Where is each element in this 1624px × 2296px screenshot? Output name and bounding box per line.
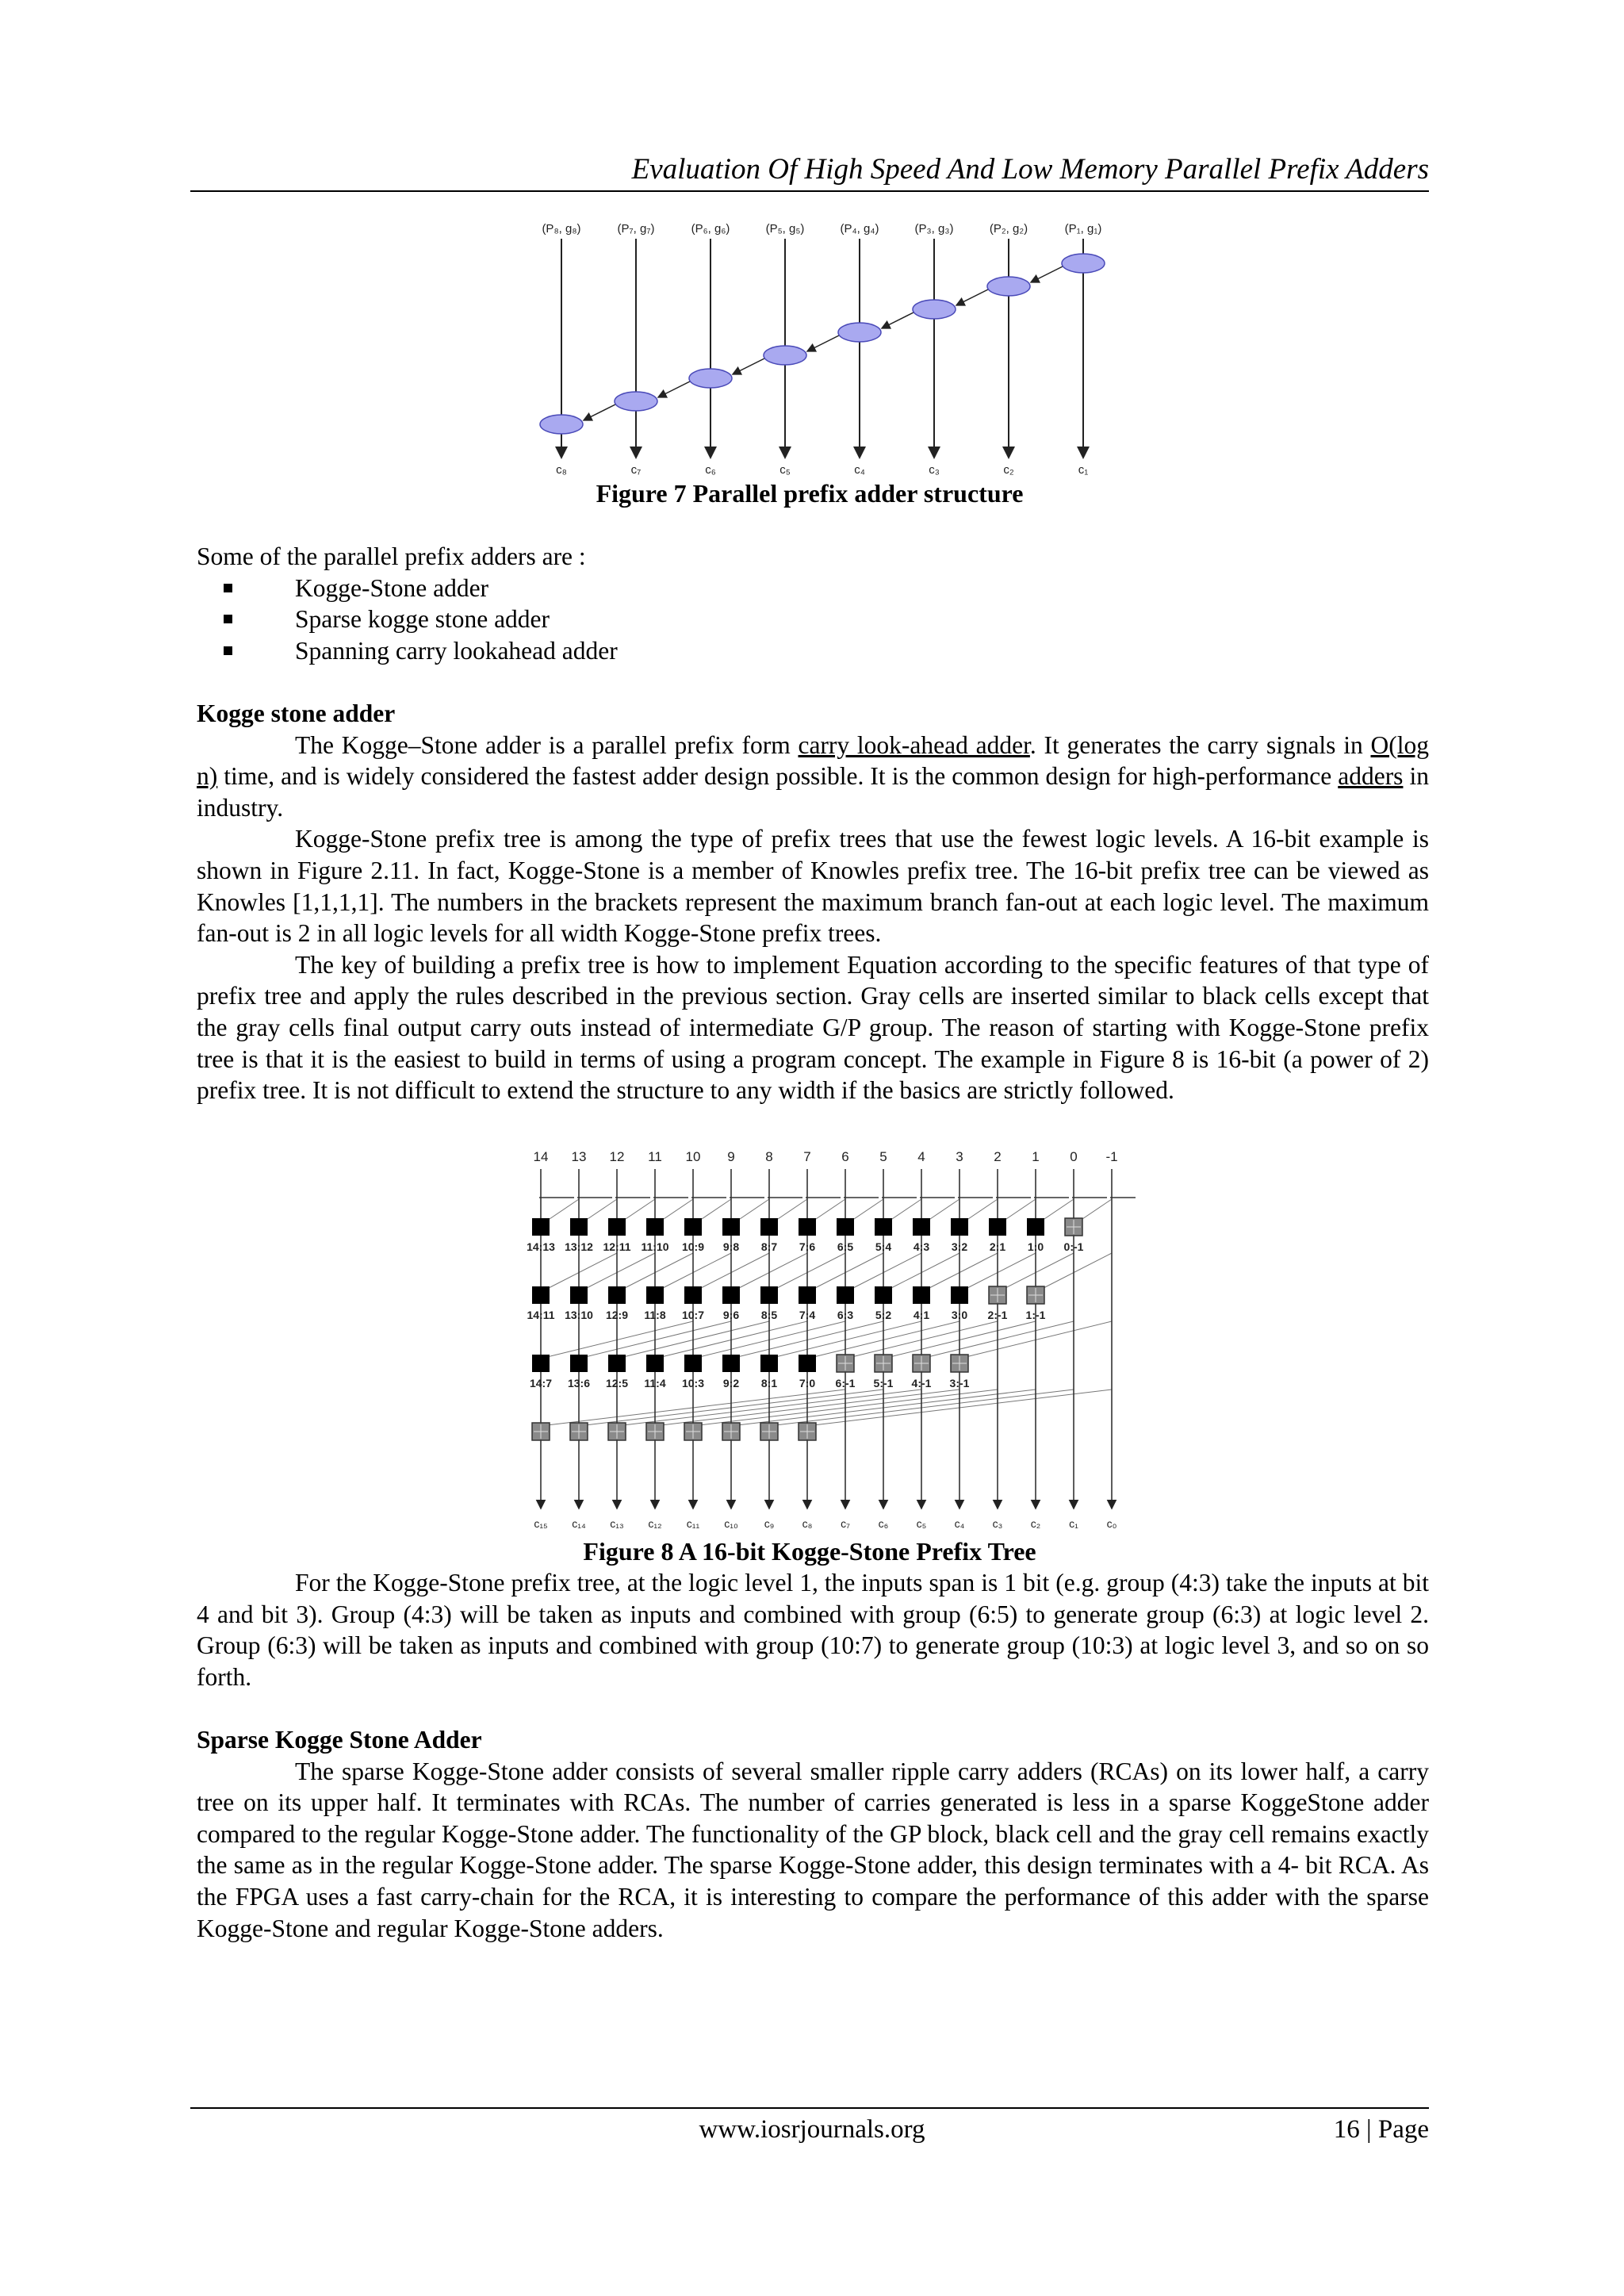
prefix-node [838,323,881,342]
fanout-wire [966,1199,998,1221]
fanout-wire [852,1253,921,1289]
carry-propagate-arrow [882,312,914,328]
black-cell [532,1286,550,1304]
fanout-wire [547,1321,693,1357]
black-cell [646,1286,664,1304]
group-label: 1:-1 [1025,1309,1046,1321]
black-cell [951,1218,968,1236]
black-cell [684,1355,702,1372]
carry-propagate-arrow [1031,266,1063,282]
group-label: 14:11 [527,1309,555,1321]
kogge-paragraph-4: For the Kogge-Stone prefix tree, at the logic level 1, the inputs span is 1 bit (e.g. group (4:3) take the inputs at bit 4 and bit 3). Group (4:3) will be taken as inputs and combined with group (6:5) to generate group (6:3) at logic level 2. Group (6:3) will be taken as inputs and combined with group (10:7) to generate group (10:3) at logic level 3, and so on so forth. [197,1569,1429,1691]
fanout-wire [1004,1199,1036,1221]
kogge-paragraph-3: The key of building a prefix tree is how to implement Equation according to the specific features of that type of prefix tree and apply the rules described in the previous section. Gray cells are inserted similar to black cells except that the gray cells final output carry outs instead of intermediate G/P group. The reason of starting with Kogge-Stone prefix tree is that it is the easiest to build in terms of using a program concept. The example in Figure 8 is 16-bit (a power of 2) prefix tree. It is not difficult to extend the structure to any width if the basics are strictly followed. [197,950,1429,1105]
input-label: (P₂, g₂) [989,222,1028,236]
black-cell [799,1286,816,1304]
black-cell [951,1286,968,1304]
group-label: 7:0 [799,1377,816,1389]
bit-index-label: 3 [956,1149,963,1164]
fanout-wire [814,1199,845,1221]
list-item: Sparse kogge stone adder [197,604,1429,635]
footer-url[interactable]: www.iosrjournals.org [699,2115,925,2144]
black-cell [837,1218,854,1236]
group-label: 12:11 [603,1240,631,1253]
bit-index-label: 11 [648,1149,662,1164]
carry-propagate-arrow [658,381,690,397]
after-figure-8 [197,1567,1429,1692]
fanout-wire [547,1253,617,1289]
group-label: 12:9 [605,1309,629,1321]
black-cell [532,1355,550,1372]
fanout-wire [623,1253,693,1289]
prefix-node [540,415,583,434]
carry-output-label: c₁ [1069,1517,1078,1530]
fanout-wire [661,1321,807,1357]
fanout-wire [699,1199,731,1221]
black-cell [875,1286,892,1304]
carry-output-label: c₁₁ [686,1517,700,1530]
group-label: 11:10 [641,1240,669,1253]
fanout-wire [966,1253,1036,1289]
section-heading: Sparse Kogge Stone Adder [197,1726,482,1754]
intro-lead: Some of the parallel prefix adders are : [197,542,586,570]
fanout-wire [547,1389,845,1425]
group-label: 12:5 [605,1377,629,1389]
group-label: 8:5 [760,1309,778,1321]
input-label: (P₆, g₆) [691,222,730,236]
fanout-wire [1080,1199,1112,1221]
group-label: 5:4 [875,1240,892,1253]
carry-output-label: c₇ [630,463,642,476]
group-label: 5:2 [875,1309,892,1321]
black-cell [875,1218,892,1236]
bit-index-label: 6 [841,1149,849,1164]
carry-output-label: c₃ [929,463,940,476]
fanout-wire [737,1253,807,1289]
fanout-wire [852,1321,998,1357]
big-o-link[interactable]: O(log n) [197,730,1429,791]
kogge-section [197,698,1429,1106]
carry-propagate-arrow [956,289,988,305]
black-cell [684,1218,702,1236]
prefix-node [615,392,657,411]
group-label: 10:7 [681,1309,705,1321]
bit-index-label: 10 [685,1149,701,1164]
bit-index-label: 14 [533,1149,549,1164]
list-item: Spanning carry lookahead adder [197,635,1429,667]
bit-index-label: 12 [609,1149,625,1164]
fanout-wire [928,1253,998,1289]
group-label: 9:2 [722,1377,740,1389]
group-label: 4:3 [913,1240,930,1253]
figure-8-caption: Figure 8 A 16-bit Kogge-Stone Prefix Tree [583,1537,1036,1566]
fanout-wire [699,1321,845,1357]
page-number: 16 | Page [1333,2115,1429,2144]
carry-output-label: c₇ [841,1517,850,1530]
bit-index-label: 9 [727,1149,735,1164]
fanout-wire [890,1253,959,1289]
fanout-wire [890,1321,1036,1357]
carry-output-label: c₁₀ [724,1517,738,1530]
fanout-wire [1042,1253,1112,1289]
group-label: 5:-1 [873,1377,894,1389]
adders-link[interactable]: adders [1338,762,1404,791]
bit-index-label: 8 [765,1149,773,1164]
figure-7-caption: Figure 7 Parallel prefix adder structure [596,479,1024,508]
fanout-wire [814,1321,959,1357]
prefix-node [689,369,732,388]
black-cell [799,1355,816,1372]
intro-section [197,541,1429,666]
carry-output-label: c₅ [779,463,791,476]
group-label: 4:1 [913,1309,930,1321]
carry-output-label: c₄ [954,1517,965,1530]
fanout-wire [737,1389,1036,1425]
group-label: 4:-1 [911,1377,932,1389]
carry-output-label: c₁₂ [648,1517,662,1530]
group-label: 0:-1 [1063,1240,1084,1253]
group-label: 9:8 [722,1240,740,1253]
prefix-node [1062,254,1105,273]
adder-list [197,573,1429,667]
carry-output-label: c₈ [556,463,567,476]
bit-index-label: 7 [803,1149,811,1164]
group-label: 11:4 [644,1377,666,1389]
black-cell [570,1355,588,1372]
prefix-node [987,277,1030,296]
black-cell [608,1218,626,1236]
black-cell [570,1286,588,1304]
fanout-wire [585,1253,655,1289]
bit-index-label: 2 [994,1149,1002,1164]
sparse-section [197,1724,1429,1944]
bit-index-label: -1 [1105,1149,1118,1164]
black-cell [722,1355,740,1372]
group-label: 10:9 [681,1240,705,1253]
fanout-wire [623,1321,769,1357]
fanout-wire [776,1199,807,1221]
fanout-wire [699,1253,769,1289]
group-label: 2:-1 [987,1309,1008,1321]
black-cell [913,1218,930,1236]
fanout-wire [776,1321,921,1357]
carry-output-label: c₂ [1003,463,1014,476]
black-cell [532,1218,550,1236]
black-cell [722,1286,740,1304]
figure-7-diagram [523,218,1126,476]
input-label: (P₄, g₄) [840,222,879,236]
group-label: 11:8 [644,1309,666,1321]
group-label: 3:2 [951,1240,968,1253]
prefix-node [764,346,806,365]
carry-output-label: c₃ [992,1517,1003,1530]
black-cell [989,1218,1006,1236]
fanout-wire [585,1321,731,1357]
input-label: (P₅, g₅) [765,222,805,236]
input-label: (P₃, g₃) [914,222,954,236]
fanout-wire [699,1389,998,1425]
fanout-wire [928,1321,1074,1357]
input-label: (P₈, g₈) [542,222,581,236]
fanout-wire [814,1253,883,1289]
carry-output-label: c₈ [802,1517,813,1530]
bit-index-label: 5 [879,1149,887,1164]
carry-propagate-arrow [584,404,615,420]
fanout-wire [661,1253,731,1289]
group-label: 10:3 [681,1377,705,1389]
carry-output-label: c₉ [764,1517,775,1530]
fanout-wire [1042,1199,1074,1221]
sparse-paragraph-1: The sparse Kogge-Stone adder consists of several smaller ripple carry adders (RCAs) on its lower half, a carry tree on its upper half. It terminates with RCAs. The number of carries generated is less in a sparse KoggeStone adder compared to the regular Kogge-Stone adder. The functionality of the GP block, black cell and the gray cell remains exactly the same as in the regular Kogge-Stone adder. The sparse Kogge-Stone adder, this design terminates with a 4- bit RCA. As the FPGA uses a fast carry-chain for the RCA, it is interesting to compare the performance of this adder with the sparse Kogge-Stone and regular Kogge-Stone adders. [197,1757,1429,1942]
fanout-wire [623,1389,921,1425]
fanout-wire [737,1199,769,1221]
figure-8-diagram [501,1142,1136,1532]
bit-index-label: 4 [917,1149,925,1164]
carry-output-label: c₂ [1030,1517,1041,1530]
list-item: Kogge-Stone adder [197,573,1429,604]
fanout-wire [623,1199,655,1221]
group-label: 8:7 [760,1240,778,1253]
black-cell [837,1286,854,1304]
carry-output-label: c₄ [854,463,865,476]
black-cell [1027,1218,1044,1236]
group-label: 14:7 [529,1377,553,1389]
group-label: 6:3 [837,1309,854,1321]
black-cell [646,1218,664,1236]
group-label: 3:0 [951,1309,968,1321]
fanout-wire [852,1199,883,1221]
fanout-wire [661,1199,693,1221]
carry-output-label: c₆ [705,463,716,476]
black-cell [722,1218,740,1236]
fanout-wire [776,1253,845,1289]
carry-propagate-arrow [807,335,839,351]
group-label: 7:6 [799,1240,816,1253]
group-label: 1:0 [1027,1240,1044,1253]
black-cell [570,1218,588,1236]
group-label: 13:10 [565,1309,593,1321]
group-label: 2:1 [989,1240,1006,1253]
carry-propagate-arrow [733,358,764,374]
group-label: 7:4 [799,1309,816,1321]
fanout-wire [661,1389,959,1425]
fanout-wire [547,1199,579,1221]
group-label: 14:13 [527,1240,555,1253]
running-header: Evaluation Of High Speed And Low Memory Parallel Prefix Adders [631,153,1429,186]
fanout-wire [966,1321,1112,1357]
fanout-wire [890,1199,921,1221]
group-label: 6:-1 [835,1377,856,1389]
section-heading: Kogge stone adder [197,700,396,727]
footer-rule [190,2107,1429,2109]
black-cell [760,1286,778,1304]
carry-output-label: c₅ [916,1517,927,1530]
black-cell [799,1218,816,1236]
group-label: 8:1 [760,1377,778,1389]
black-cell [760,1355,778,1372]
kogge-paragraph-2: Kogge-Stone prefix tree is among the type of prefix trees that use the fewest logic levels. A 16-bit example is shown in Figure 2.11. In fact, Kogge-Stone is a member of Knowles prefix tree. The 16-bit prefix tree can be viewed as Knowles [1,1,1,1]. The numbers in the brackets represent the maximum branch fan-out at each logic level. The maximum fan-out is 2 in all logic levels for all width Kogge-Stone prefix trees. [197,825,1429,948]
fanout-wire [814,1389,1112,1425]
black-cell [913,1286,930,1304]
fanout-wire [776,1389,1074,1425]
group-label: 9:6 [722,1309,740,1321]
group-label: 13:6 [567,1377,591,1389]
bit-index-label: 0 [1070,1149,1078,1164]
carry-output-label: c₁ [1078,463,1089,476]
carry-output-label: c₁₅ [534,1517,548,1530]
input-label: (P₇, g₇) [617,222,655,236]
group-label: 3:-1 [949,1377,970,1389]
carry-lookahead-link[interactable]: carry look-ahead adder [798,730,1030,759]
carry-output-label: c₆ [878,1517,889,1530]
carry-output-label: c₀ [1106,1517,1117,1530]
carry-output-label: c₁₄ [572,1517,586,1530]
fanout-wire [1004,1253,1074,1289]
fanout-wire [737,1321,883,1357]
carry-output-label: c₁₃ [610,1517,624,1530]
black-cell [608,1286,626,1304]
group-label: 13:12 [565,1240,593,1253]
fanout-wire [928,1199,959,1221]
black-cell [646,1355,664,1372]
prefix-node [913,300,956,319]
black-cell [684,1286,702,1304]
bit-index-label: 1 [1032,1149,1040,1164]
black-cell [760,1218,778,1236]
kogge-paragraph-1: The Kogge–Stone adder is a parallel prefix form carry look-ahead adder. It generates the carry signals in O(log n) time, and is widely considered the fastest adder design possible. It is the common design for high-performance adders in industry. [197,730,1429,822]
bit-index-label: 13 [571,1149,587,1164]
group-label: 6:5 [837,1240,854,1253]
fanout-wire [585,1199,617,1221]
fanout-wire [585,1389,883,1425]
black-cell [608,1355,626,1372]
header-rule [190,190,1429,192]
input-label: (P₁, g₁) [1064,222,1102,236]
